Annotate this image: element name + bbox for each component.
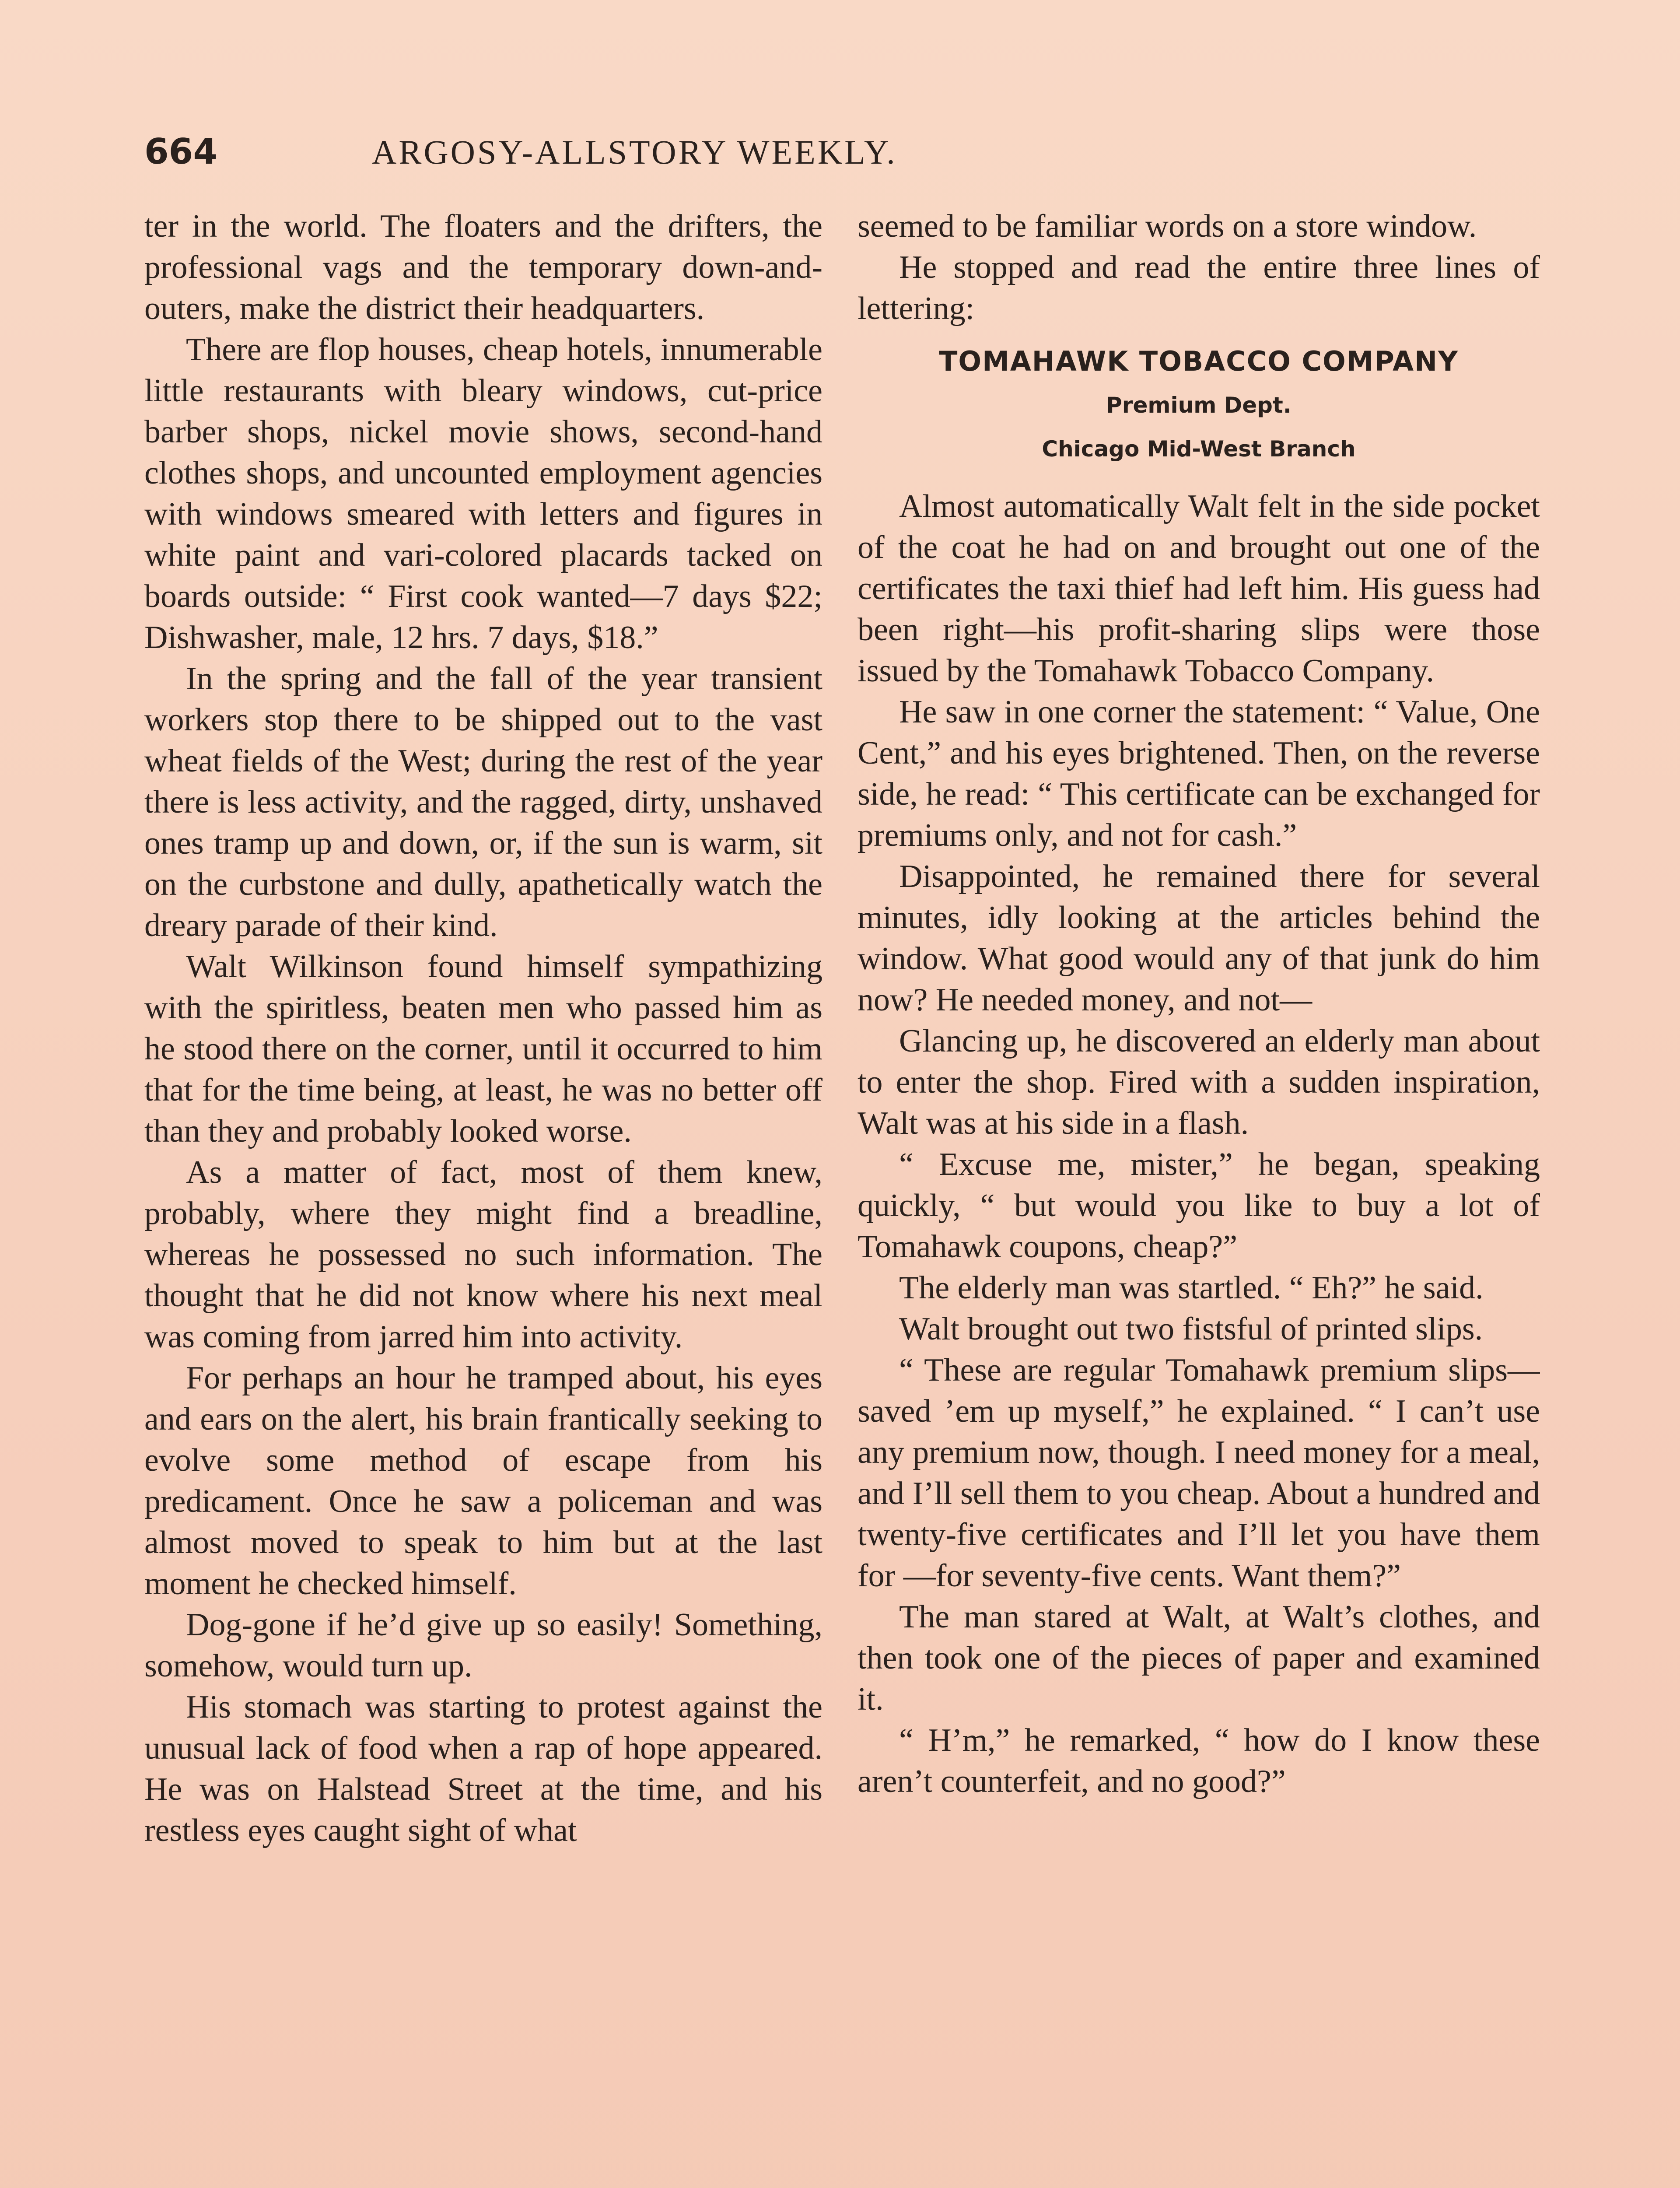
paragraph: “ Excuse me, mister,” he began, speaking quickly, “ but would you like to buy a lot of Tomahawk coupons, cheap?” — [858, 1147, 1540, 1265]
lettering-branch: Chicago Mid-West Branch — [1042, 436, 1356, 462]
paragraph: He saw in one corner the statement: “ Value, One Cent,” and his eyes brightened. Then, on the reverse side, he read: “ This certificate can be exchanged for premiums only, and not for cash.” — [858, 694, 1540, 853]
page-header — [144, 131, 1151, 179]
right-column — [858, 206, 1540, 2188]
lettering-company: TOMAHAWK TOBACCO COMPANY — [939, 345, 1459, 377]
paragraph: For perhaps an hour he tramped about, his eyes and ears on the alert, his brain frantically seeking to evolve some method of escape from his predicament. Once he saw a policeman and was almost moved to speak to him but at the last moment he checked himself. — [144, 1360, 822, 1602]
left-column — [144, 206, 822, 2188]
paragraph: The man stared at Walt, at Walt’s clothes, and then took one of the pieces of paper and examined it. — [858, 1599, 1540, 1717]
paragraph: Dog-gone if he’d give up so easily! Something, somehow, would turn up. — [144, 1607, 822, 1684]
paragraph: As a matter of fact, most of them knew, probably, where they might find a breadline, whereas he possessed no such information. The thought that he did not know where his next meal was coming from jarred him into activity. — [144, 1154, 822, 1355]
paragraph: Glancing up, he discovered an elderly man about to enter the shop. Fired with a sudden inspiration, Walt was at his side in a flash. — [858, 1023, 1540, 1141]
paragraph: The elderly man was startled. “ Eh?” he said. — [899, 1270, 1484, 1306]
paragraph: ter in the world. The floaters and the drifters, the professional vags and the temporary down-and-outers, make the district their headquarters. — [144, 208, 822, 326]
paragraph: There are flop houses, cheap hotels, innumerable little restaurants with bleary windows, cut-price barber shops, nickel movie shows, second-hand clothes shops, and uncounted employment agencies with windows smeared with letters and figures in white paint and vari-colored placards tacked on boards outside: “ First cook wanted—7 days $22; Dishwasher, male, 12 hrs. 7 days, $18.” — [144, 332, 822, 656]
store-window-lettering — [858, 340, 1540, 471]
paragraph: Almost automatically Walt felt in the side pocket of the coat he had on and brought out one of the certificates the taxi thief had left him. His guess had been right—his profit-sharing slips were those issued by the Tomahawk Tobacco Company. — [858, 488, 1540, 689]
paragraph: seemed to be familiar words on a store window. — [858, 208, 1477, 244]
paragraph: “ These are regular Tomahawk premium slips—saved ’em up myself,” he explained. “ I can’t use any premium now, though. I need money for a meal, and I’ll sell them to you cheap. About a hundred and twenty-five certificates and I’ll let you have them for —for seventy-five cents. Want them?” — [858, 1352, 1540, 1594]
page-number: 664 — [144, 131, 217, 172]
paragraph: Walt Wilkinson found himself sympathizing with the spiritless, beaten men who passed him as he stood there on the corner, until it occurred to him that for the time being, at least, he was no better off than they and probably looked worse. — [144, 949, 822, 1149]
paragraph: In the spring and the fall of the year transient workers stop there to be shipped out to the vast wheat fields of the West; during the rest of the year there is less activity, and the ragged, dirty, unshaved ones tramp up and down, or, if the sun is warm, sit on the curbstone and dully, apathetically watch the dreary parade of their kind. — [144, 661, 822, 943]
paragraph: Disappointed, he remained there for several minutes, idly looking at the articles behind the window. What good would any of that junk do him now? He needed money, and not— — [858, 859, 1540, 1018]
paragraph: Walt brought out two fistsful of printed slips. — [899, 1311, 1483, 1347]
running-head: ARGOSY-ALLSTORY WEEKLY. — [372, 133, 897, 171]
paragraph: He stopped and read the entire three lines of lettering: — [858, 249, 1540, 326]
paragraph: “ H’m,” he remarked, “ how do I know these aren’t counterfeit, and no good?” — [858, 1722, 1540, 1799]
lettering-department: Premium Dept. — [1106, 393, 1292, 418]
paragraph: His stomach was starting to protest against the unusual lack of food when a rap of hope appeared. He was on Halstead Street at the time, and his restless eyes caught sight of what — [144, 1689, 822, 1848]
